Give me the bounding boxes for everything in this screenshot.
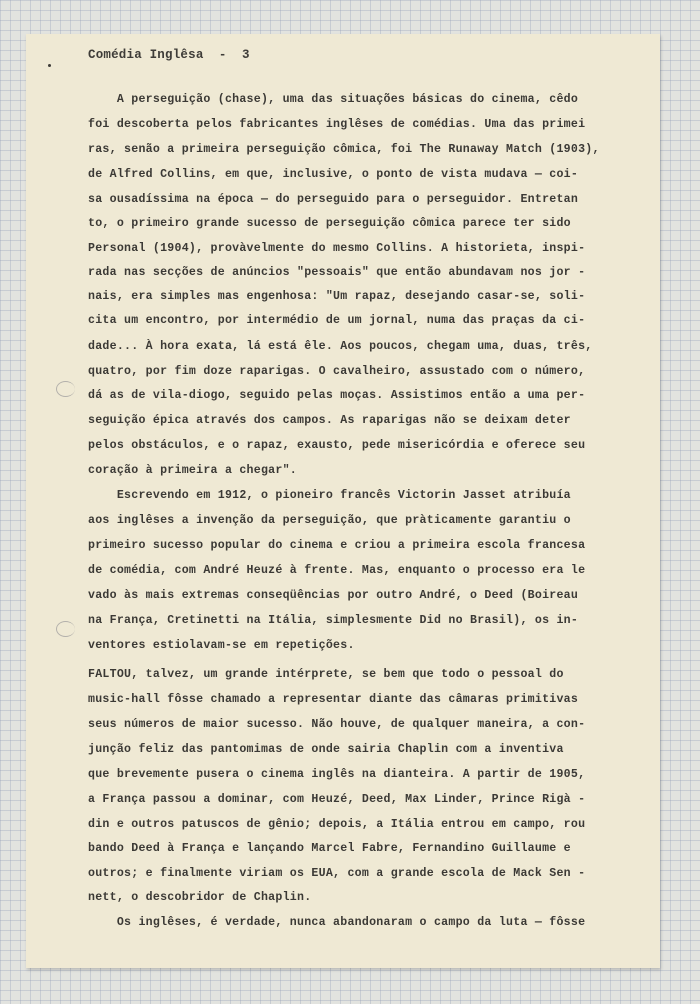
typewritten-page (26, 34, 660, 968)
text-line: outros; e finalmente viriam os EUA, com a grande escola de Mack Sen - (88, 867, 586, 880)
text-line: de comédia, com André Heuzé à frente. Mas, enquanto o processo era le (88, 564, 586, 577)
text-line: ras, senão a primeira perseguição cômica, foi The Runaway Match (1903), (88, 143, 600, 156)
text-line: ventores estiolavam-se em repetições. (88, 639, 355, 652)
text-line: rada nas secções de anúncios "pessoais" que então abundavam nos jor - (88, 266, 586, 279)
text-line: primeiro sucesso popular do cinema e criou a primeira escola francesa (88, 539, 586, 552)
text-line: na França, Cretinetti na Itália, simplesmente Did no Brasil), os in- (88, 614, 579, 627)
text-line: dá as de vila-diogo, seguido pelas moças. Assistimos então a uma per- (88, 389, 586, 402)
text-line: foi descoberta pelos fabricantes inglêses de comédias. Uma das primei (88, 118, 586, 131)
text-line: to, o primeiro grande sucesso de perseguição cômica parece ter sido (88, 217, 571, 230)
text-line: Personal (1904), provàvelmente do mesmo Collins. A historieta, inspi- (88, 242, 586, 255)
text-line: aos inglêses a invenção da perseguição, que pràticamente garantiu o (88, 514, 571, 527)
text-line: bando Deed à França e lançando Marcel Fabre, Fernandino Guillaume e (88, 842, 571, 855)
text-line: de Alfred Collins, em que, inclusive, o ponto de vista mudava — coi- (88, 168, 579, 181)
text-line: Escrevendo em 1912, o pioneiro francês Victorin Jasset atribuía (88, 489, 571, 502)
text-line: que brevemente pusera o cinema inglês na dianteira. A partir de 1905, (88, 768, 586, 781)
text-line: vado às mais extremas conseqüências por outro André, o Deed (Boireau (88, 589, 579, 602)
text-line: coração à primeira a chegar". (88, 464, 298, 477)
text-line: nais, era simples mas engenhosa: "Um rapaz, desejando casar-se, soli- (88, 290, 586, 303)
body-text (26, 34, 660, 968)
text-line: pelos obstáculos, e o rapaz, exausto, pede misericórdia e oferece seu (88, 439, 586, 452)
text-line: Os inglêses, é verdade, nunca abandonaram o campo da luta — fôsse (88, 916, 586, 929)
page-header: Comédia Inglêsa - 3 (88, 48, 250, 62)
text-line: seus números de maior sucesso. Não houve, de qualquer maneira, a con- (88, 718, 586, 731)
text-line: seguição épica através dos campos. As raparigas não se deixam deter (88, 414, 571, 427)
text-line: dade... À hora exata, lá está êle. Aos poucos, chegam uma, duas, três, (88, 340, 593, 353)
text-line: nett, o descobridor de Chaplin. (88, 891, 312, 904)
text-line: quatro, por fim doze raparigas. O cavalheiro, assustado com o número, (88, 365, 586, 378)
text-line: music-hall fôsse chamado a representar diante das câmaras primitivas (88, 693, 579, 706)
text-line: FALTOU, talvez, um grande intérprete, se bem que todo o pessoal do (88, 668, 564, 681)
text-line: junção feliz das pantomimas de onde sairia Chaplin com a inventiva (88, 743, 564, 756)
text-line: sa ousadíssima na época — do perseguido para o perseguidor. Entretan (88, 193, 579, 206)
text-line: cita um encontro, por intermédio de um jornal, numa das praças da ci- (88, 314, 586, 327)
text-line: A perseguição (chase), uma das situações básicas do cinema, cêdo (88, 93, 579, 106)
text-line: a França passou a dominar, com Heuzé, Deed, Max Linder, Prince Rigà - (88, 793, 586, 806)
text-line: din e outros patuscos de gênio; depois, a Itália entrou em campo, rou (88, 818, 586, 831)
